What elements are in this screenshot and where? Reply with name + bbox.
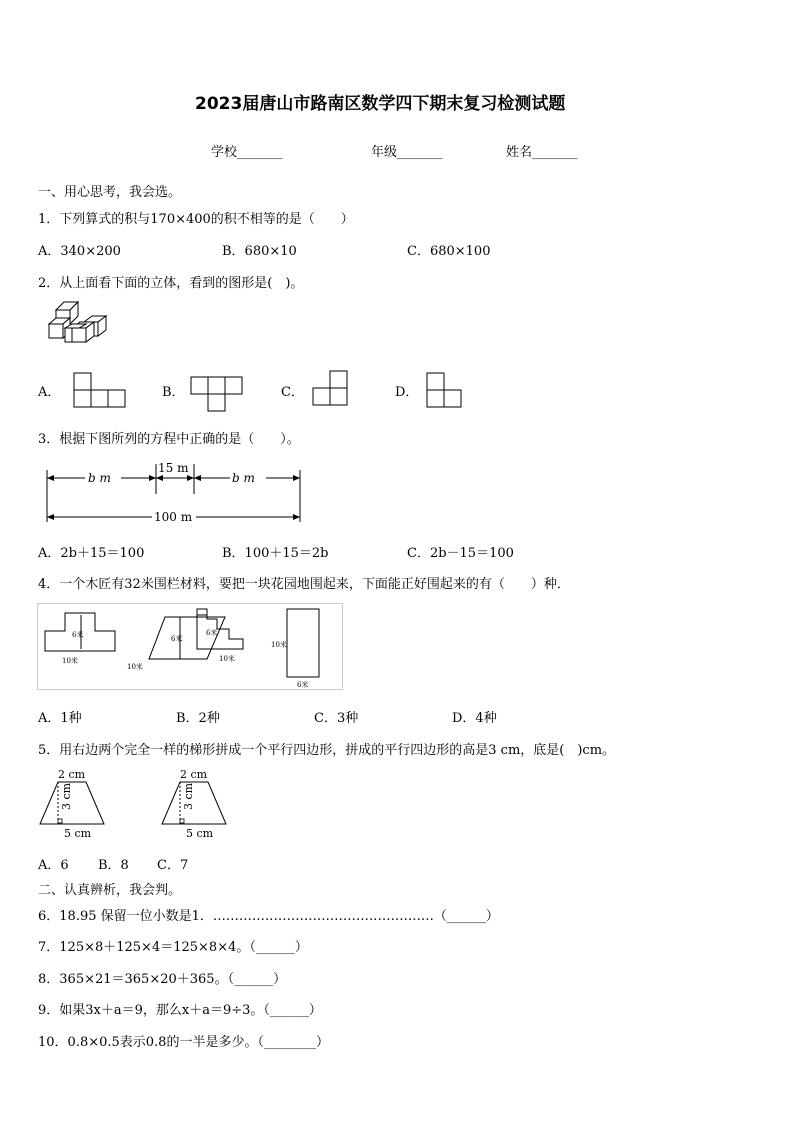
solid-cubes-figure [46,298,116,352]
page-title: 2023届唐山市路南区数学四下期末复习检测试题 [195,94,566,114]
question-5: 5．用右边两个完全一样的梯形拼成一个平行四边形，拼成的平行四边形的高是3 cm，底是( )cm。 [38,743,616,758]
q4-option-d: D．4种 [452,711,497,726]
trap2-bottom-label: 5 cm [186,827,214,840]
q2-shape-c [312,370,352,408]
q4-option-c: C．3种 [314,711,359,726]
question-10: 10．0.8×0.5表示0.8的一半是多少。（________） [38,1035,329,1050]
trapezoid-figure-1 [36,766,126,840]
q2-option-a: A． [38,385,61,400]
section-heading-2: 二、认真辨析，我会判。 [38,883,182,898]
question-6: 6．18.95 保留一位小数是1．……………………………………………（______） [38,909,499,924]
trapezoid-figure-2 [158,766,248,840]
garden-shapes-figure [37,603,344,691]
q2-option-c: C． [281,385,304,400]
shape3-height-label: 6米 [206,629,218,637]
q1-option-a: A．340×200 [38,244,121,259]
q3-option-a: A．2b＋15＝100 [38,546,145,561]
q5-option-b: B．8 [98,858,129,873]
shape2-height-label: 6米 [171,635,183,643]
q1-option-b: B．680×10 [222,244,297,259]
trap1-bottom-label: 5 cm [64,827,92,840]
label-15m: 15 m [158,461,189,475]
question-3: 3．根据下图所列的方程中正确的是（ ）。 [38,432,300,447]
name-field: 姓名_______ [506,145,578,160]
shape2-width-label: 10米 [127,663,143,671]
grade-field: 年级_______ [371,145,443,160]
question-8: 8．365×21＝365×20＋365。（______） [38,972,287,987]
q3-option-b: B．100＋15＝2b [222,546,329,561]
q2-shape-d [426,372,466,410]
school-field: 学校_______ [211,145,283,160]
label-b-right: b m [232,471,255,485]
section-heading-1: 一、用心思考，我会选。 [38,185,182,200]
shape3-width-label: 10米 [219,655,235,663]
q4-option-b: B．2种 [176,711,220,726]
trap1-height-label: 3 cm [60,782,73,810]
shape1-width-label: 10米 [62,657,78,665]
trap2-top-label: 2 cm [180,768,208,781]
trap1-top-label: 2 cm [58,768,86,781]
question-1: 1．下列算式的积与170×400的积不相等的是（ ） [38,212,354,227]
segment-diagram [40,458,308,526]
q5-option-c: C．7 [157,858,189,873]
question-7: 7．125×8＋125×4＝125×8×4。（______） [38,940,308,955]
q3-option-c: C．2b－15＝100 [407,546,514,561]
q5-option-a: A．6 [38,858,69,873]
trap2-height-label: 3 cm [182,782,195,810]
label-100m: 100 m [154,510,193,524]
q4-option-a: A．1种 [38,711,82,726]
q2-option-b: B． [162,385,185,400]
q1-option-c: C．680×100 [407,244,491,259]
q2-option-d: D． [395,385,419,400]
shape1-height-label: 6米 [72,631,84,639]
question-4: 4．一个木匠有32米围栏材料，要把一块花园地围起来，下面能正好围起来的有（ ）种． [38,577,570,592]
shape4-width-label: 6米 [297,681,309,689]
question-2: 2．从上面看下面的立体，看到的图形是( )。 [38,276,304,291]
label-b-left: b m [88,471,111,485]
question-9: 9．如果3x＋a＝9，那么x＋a＝9÷3。（______） [38,1003,322,1018]
q2-shape-b [190,376,246,414]
q2-shape-a [73,372,129,410]
shape4-height-label: 10米 [271,641,287,649]
